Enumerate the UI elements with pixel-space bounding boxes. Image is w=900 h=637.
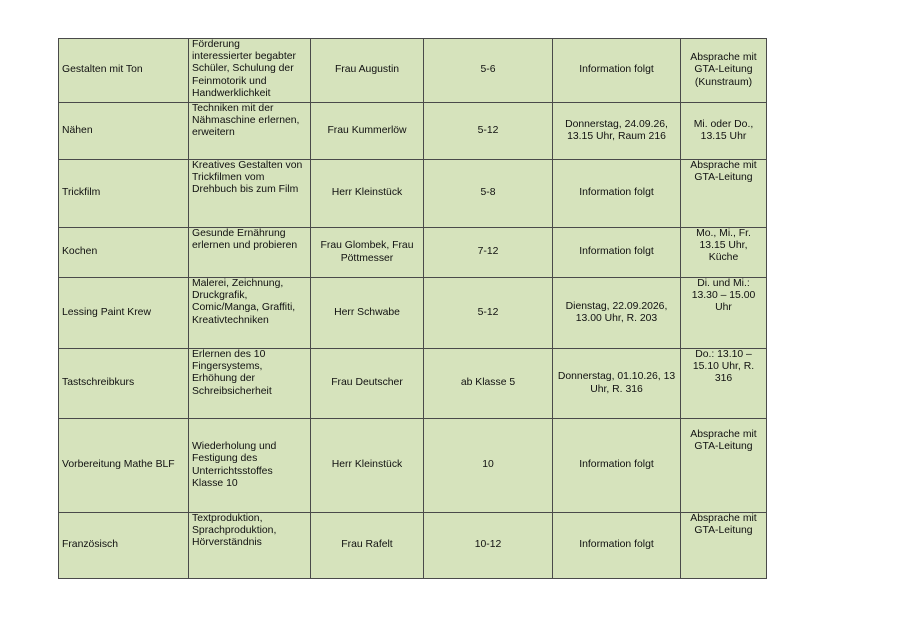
table-row — [59, 278, 767, 349]
course-description: Wiederholung und Festigung des Unterrichtsstoffes Klasse 10 — [192, 441, 277, 489]
course-time: Do.: 13.10 – 15.10 Uhr, R. 316 — [692, 349, 755, 385]
course-name: Französisch — [62, 539, 119, 551]
table-row — [59, 419, 767, 513]
course-description-cell — [189, 228, 311, 278]
course-grades: 5-6 — [480, 64, 496, 76]
table-row — [59, 513, 767, 579]
course-time-cell — [681, 39, 767, 103]
course-time: Di. und Mi.: 13.30 – 15.00 Uhr — [691, 278, 756, 314]
course-description-cell — [189, 103, 311, 160]
course-name: Vorbereitung Mathe BLF — [62, 459, 175, 471]
course-name: Lessing Paint Krew — [62, 306, 151, 318]
course-time: Absprache mit GTA-Leitung — [690, 160, 757, 184]
course-description-cell — [189, 349, 311, 419]
course-info-cell — [553, 513, 681, 579]
course-time-cell — [681, 349, 767, 419]
course-name: Gestalten mit Ton — [62, 64, 143, 76]
course-grades-cell — [424, 228, 553, 278]
course-leader-cell — [311, 228, 424, 278]
course-description-cell — [189, 278, 311, 349]
course-description: Malerei, Zeichnung, Druckgrafik, Comic/Manga, Graffiti, Kreativtechniken — [192, 278, 296, 326]
course-info-cell — [553, 160, 681, 228]
course-description: Erlernen des 10 Fingersystems, Erhöhung der Schreibsicherheit — [192, 349, 272, 397]
course-info-cell — [553, 278, 681, 349]
course-info: Information folgt — [579, 187, 654, 199]
course-grades-cell — [424, 160, 553, 228]
course-leader: Frau Deutscher — [331, 377, 403, 389]
course-grades: 5-12 — [477, 124, 499, 136]
course-time-cell — [681, 160, 767, 228]
course-description-cell — [189, 513, 311, 579]
course-name: Nähen — [62, 124, 93, 136]
course-time: Mi. oder Do., 13.15 Uhr — [693, 118, 754, 142]
course-time-cell — [681, 513, 767, 579]
course-name: Kochen — [62, 246, 98, 258]
course-info: Donnerstag, 01.10.26, 13 Uhr, R. 316 — [557, 371, 676, 395]
course-leader: Herr Kleinstück — [331, 187, 403, 199]
course-name-cell — [59, 160, 189, 228]
course-description: Gesunde Ernährung erlernen und probieren — [192, 228, 298, 252]
course-name-cell — [59, 39, 189, 103]
course-name-cell — [59, 419, 189, 513]
course-description-cell — [189, 419, 311, 513]
course-grades-cell — [424, 103, 553, 160]
course-leader-cell — [311, 278, 424, 349]
course-grades-cell — [424, 513, 553, 579]
course-info: Information folgt — [579, 246, 654, 258]
course-description-cell — [189, 39, 311, 103]
course-time-cell — [681, 228, 767, 278]
course-leader-cell — [311, 349, 424, 419]
course-name: Tastschreibkurs — [62, 377, 135, 389]
course-grades: ab Klasse 5 — [460, 377, 516, 389]
course-leader-cell — [311, 419, 424, 513]
course-name-cell — [59, 513, 189, 579]
course-info-cell — [553, 228, 681, 278]
course-grades: 7-12 — [477, 246, 499, 258]
course-info: Information folgt — [579, 64, 654, 76]
course-leader-cell — [311, 513, 424, 579]
course-info-cell — [553, 103, 681, 160]
course-description: Textproduktion, Sprachproduktion, Hörverständnis — [192, 513, 277, 549]
course-leader-cell — [311, 160, 424, 228]
table-row — [59, 39, 767, 103]
course-leader: Herr Kleinstück — [331, 459, 403, 471]
course-time: Absprache mit GTA-Leitung — [690, 429, 757, 453]
course-description: Förderung interessierter begabter Schüler, Schulung der Feinmotorik und Handwerklichkeit — [192, 39, 296, 99]
course-leader: Herr Schwabe — [334, 306, 400, 318]
course-time-cell — [681, 419, 767, 513]
course-info-cell — [553, 39, 681, 103]
course-leader-cell — [311, 103, 424, 160]
table-row — [59, 349, 767, 419]
table-row — [59, 103, 767, 160]
course-name-cell — [59, 349, 189, 419]
gta-offer-table — [58, 38, 767, 579]
course-name: Trickfilm — [62, 187, 101, 199]
course-leader: Frau Augustin — [334, 64, 400, 76]
course-time: Mo., Mi., Fr. 13.15 Uhr, Küche — [696, 228, 751, 264]
course-info-cell — [553, 419, 681, 513]
course-description: Kreatives Gestalten von Trickfilmen vom Drehbuch bis zum Film — [192, 160, 303, 196]
course-info: Information folgt — [579, 459, 654, 471]
course-grades-cell — [424, 419, 553, 513]
course-grades-cell — [424, 349, 553, 419]
course-leader: Frau Kummerlöw — [327, 124, 407, 136]
course-time-cell — [681, 278, 767, 349]
course-time: Absprache mit GTA-Leitung — [690, 513, 757, 537]
course-name-cell — [59, 103, 189, 160]
course-leader: Frau Rafelt — [341, 539, 393, 551]
course-name-cell — [59, 278, 189, 349]
course-info: Donnerstag, 24.09.26, 13.15 Uhr, Raum 216 — [565, 118, 668, 142]
course-info-cell — [553, 349, 681, 419]
course-info: Information folgt — [579, 539, 654, 551]
course-description: Techniken mit der Nähmaschine erlernen, erweitern — [192, 103, 300, 139]
course-leader-cell — [311, 39, 424, 103]
course-name-cell — [59, 228, 189, 278]
course-grades-cell — [424, 39, 553, 103]
table-row — [59, 160, 767, 228]
course-description-cell — [189, 160, 311, 228]
course-grades-cell — [424, 278, 553, 349]
course-grades: 10 — [482, 459, 494, 471]
course-grades: 5-8 — [480, 187, 496, 199]
course-time-cell — [681, 103, 767, 160]
course-leader: Frau Glombek, Frau Pöttmesser — [320, 240, 414, 264]
course-grades: 10-12 — [474, 539, 502, 551]
course-time: Absprache mit GTA-Leitung (Kunstraum) — [690, 52, 757, 88]
course-info: Dienstag, 22.09.2026, 13.00 Uhr, R. 203 — [565, 300, 668, 324]
course-grades: 5-12 — [477, 306, 499, 318]
table-row — [59, 228, 767, 278]
